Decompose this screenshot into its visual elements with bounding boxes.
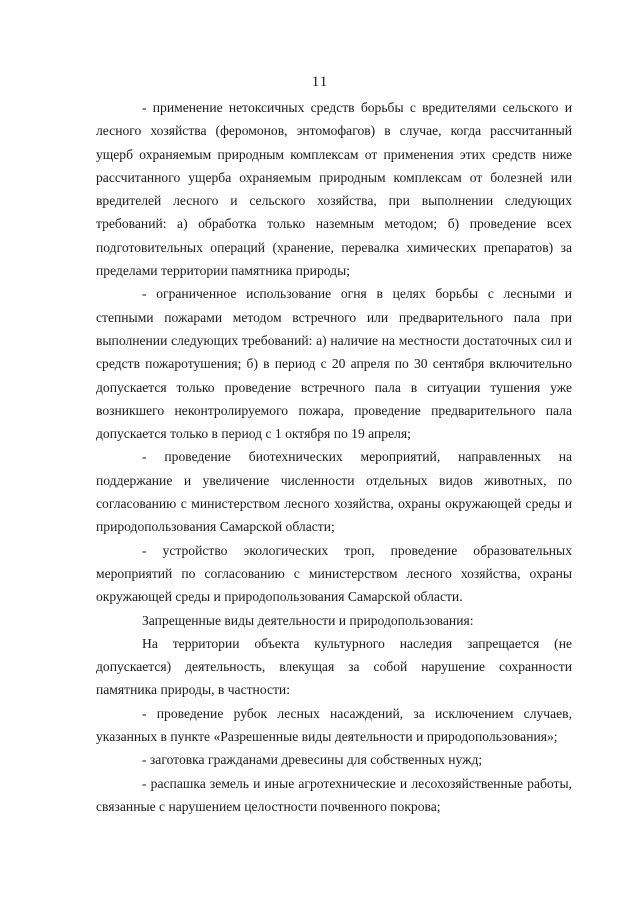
paragraph-prohibited-intro: На территории объекта культурного наследия запрещается (не допускается) деятельность, влекущая за собой нарушение сохранности памятника природы, в частности: <box>96 635 572 698</box>
paragraph-biotechnical-measures: - проведение биотехнических мероприятий, направленных на поддержание и увеличение численности отдельных видов животных, по согласованию с министерством лесного хозяйства, охраны окружающей среды и природопользования Самарской области; <box>96 449 572 535</box>
paragraph-plowing: - распашка земель и иные агротехнические и лесохозяйственные работы, связанные с нарушением целостности почвенного покрова; <box>96 775 572 814</box>
paragraph-logging: - проведение рубок лесных насаждений, за исключением случаев, указанных в пункте «Разрешенные виды деятельности и природопользования»; <box>96 705 572 745</box>
page-number: 11 <box>311 74 329 90</box>
paragraph-ecological-trails: - устройство экологических троп, проведение образовательных мероприятий по согласованию с министерством лесного хозяйства, охраны окружающей среды и природопользования Самарской области. <box>96 542 572 605</box>
document-body <box>96 96 572 818</box>
paragraph-fire-use: - ограниченное использование огня в целях борьбы с лесными и степными пожарами методом встречного или предварительного пала при выполнении следующих требований: а) наличие на местности достаточных сил и средств пожаротушения; б) в период с 20 апреля по 30 сентября включительно допускается только проведение встречного пала в ситуации тушения уже возникшего неконтролируемого пожара, проведение предварительного пала допускается только в период с 1 октября по 19 апреля; <box>96 286 572 442</box>
paragraph-prohibited-heading: Запрещенные виды деятельности и природопользования: <box>142 612 474 628</box>
paragraph-pheromones: - применение нетоксичных средств борьбы с вредителями сельского и лесного хозяйства (феромонов, энтомофагов) в случае, когда рассчитанный ущерб охраняемым природным комплексам от применения этих средств ниже рассчитанного ущерба охраняемым природным комплексам от болезней или вредителей лесного и сельского хозяйства, при выполнении следующих требований: а) обработка только наземным методом; б) проведение всех подготовительных операций (хранение, перевалка химических препаратов) за пределами территории памятника природы; <box>96 100 572 279</box>
paragraph-firewood: - заготовка гражданами древесины для собственных нужд; <box>142 752 483 768</box>
